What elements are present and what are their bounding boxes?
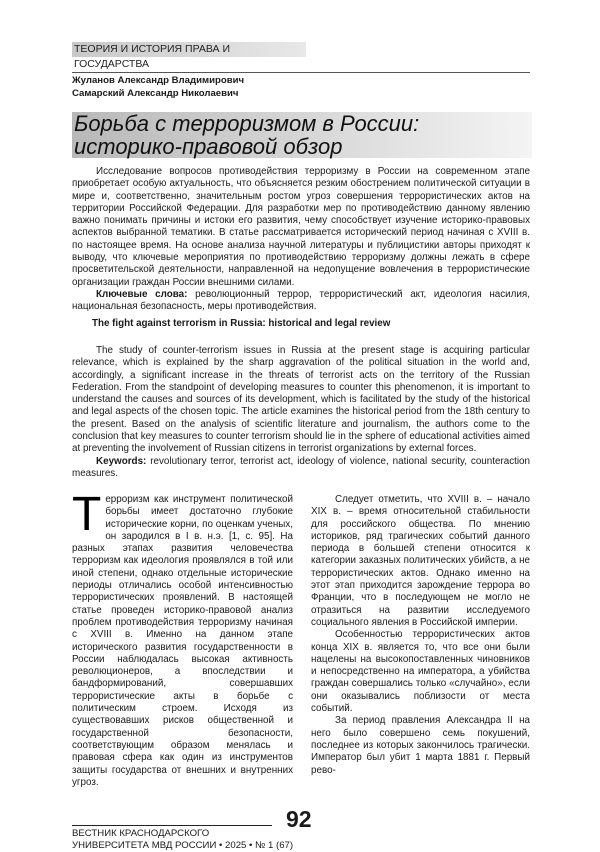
body-paragraph: Особенностью террористических актов конца XIX в. является то, что все они были нацелены на высокопоставленных чиновников и непосредственно на императора, а убийства граждан совершались только «случайно», если они оказывались поблизости от места событий. [311, 629, 530, 715]
footer-divider [72, 825, 272, 826]
journal-name [72, 828, 293, 852]
authors [72, 75, 244, 100]
keywords-label: Keywords: [96, 456, 146, 467]
body-paragraph: Следует отметить, что XVIII в. – начало XIX в. – время относительной стабильности для российского общества. По мнению историков, ряд трагических событий данного периода в большей степени относится к категории заказных политических убийств, а не террористических актов. Однако именно на этот этап приходится зарождение террора во Франции, что в последующем не могло не отразиться на развитии исследуемого социального явления в Российской империи. [311, 494, 530, 629]
abstract-english [72, 345, 530, 480]
english-title: The fight against terrorism in Russia: historical and legal review [92, 318, 390, 329]
header-divider [72, 72, 530, 73]
paragraph-text: ерроризм как инструмент политической борьбы имеет достаточно глубокие исторические корни, по оценкам ученых, он зародился в I в. н.э. [1, с. 95]. На разных этапах развития человечества терроризм как идеология проявлялся в той или иной степени, однако отдельные исторические периоды отличались особой интенсивностью террористических проявлений. В настоящей статье проведен историко-правовой анализ проблем противодействия терроризму начиная с XVIII в. Именно на данном этапе исторического развития государственности в России наблюдалась высокая активность революционеров, а впоследствии и бандформирований, совершавших террористические акты в борьбе с политическим строем. Исходя из существовавших рисков общественной и государственной безопасности, соответствующим образом менялась и правовая сфера как один из инструментов защиты государства от внешних и внутренних угроз. [72, 494, 293, 788]
abstract-russian [72, 166, 530, 314]
page-number: 92 [286, 806, 312, 833]
abstract-text: Исследование вопросов противодействия терроризму в России на современном этапе приобретает особую актуальность, что объясняется резким обострением политической ситуации в мире и, соответственно, значительным ростом угроз совершения террористических актов на территории Российской Федерации. Для разработки мер по противодействию данному явлению важно понимать причины и истоки его развития, чему способствует изучение историко-правовых аспектов выбранной тематики. В статье рассматривается исторический период начиная с XVIII в. по настоящее время. На основе анализа научной литературы и публицистики авторы приходят к выводу, что ключевые мероприятия по противодействию терроризму должны лежать в сфере просветительской деятельности, направленной на недопущение вовлечения в террористические организации граждан России внешними силами. [72, 166, 530, 289]
body-column-left [72, 494, 293, 789]
article-title [72, 112, 532, 158]
body-column-right [311, 494, 530, 777]
keywords-list: revolutionary terror, terrorist act, ideology of violence, national security, counteraction measures. [72, 456, 530, 479]
journal-line: ВЕСТНИК КРАСНОДАРСКОГО [72, 828, 293, 840]
title-line: Борьба с терроризмом в России: [74, 112, 532, 135]
drop-cap: Т [72, 496, 101, 534]
author-name: Самарский Александр Николаевич [72, 88, 244, 101]
keywords-label: Ключевые слова: [96, 289, 187, 300]
body-paragraph [72, 494, 293, 789]
title-line: историко-правовой обзор [74, 135, 532, 158]
keywords [72, 456, 530, 481]
abstract-text: The study of counter-terrorism issues in Russia at the present stage is acquiring particular relevance, which is explained by the sharp aggravation of the political situation in the world and, accordingly, a significant increase in the threats of terrorist acts on the territory of the Russian Federation. From the standpoint of developing measures to counter this phenomenon, it is important to understand the causes and sources of its development, which is facilitated by the study of the historical and legal aspects of the chosen topic. The article examines the historical period from the 18th century to the present. Based on the analysis of scientific literature and journalism, the authors come to the conclusion that key measures to counter terrorism should lie in the sphere of educational activities aimed at preventing the involvement of Russian citizens in terrorist organizations by external forces. [72, 345, 530, 456]
keywords [72, 289, 530, 314]
section-header: ТЕОРИЯ И ИСТОРИЯ ПРАВА И ГОСУДАРСТВА [72, 42, 306, 57]
keywords-list: революционный террор, террористический акт, идеология насилия, национальная безопасность, меры противодействия. [72, 289, 530, 312]
journal-line: УНИВЕРСИТЕТА МВД РОССИИ • 2025 • № 1 (67) [72, 840, 293, 852]
body-paragraph: За период правления Александра II на него было совершено семь покушений, последнее из которых закончилось трагически. Император был убит 1 марта 1881 г. Первый рево- [311, 715, 530, 776]
author-name: Жуланов Александр Владимирович [72, 75, 244, 88]
